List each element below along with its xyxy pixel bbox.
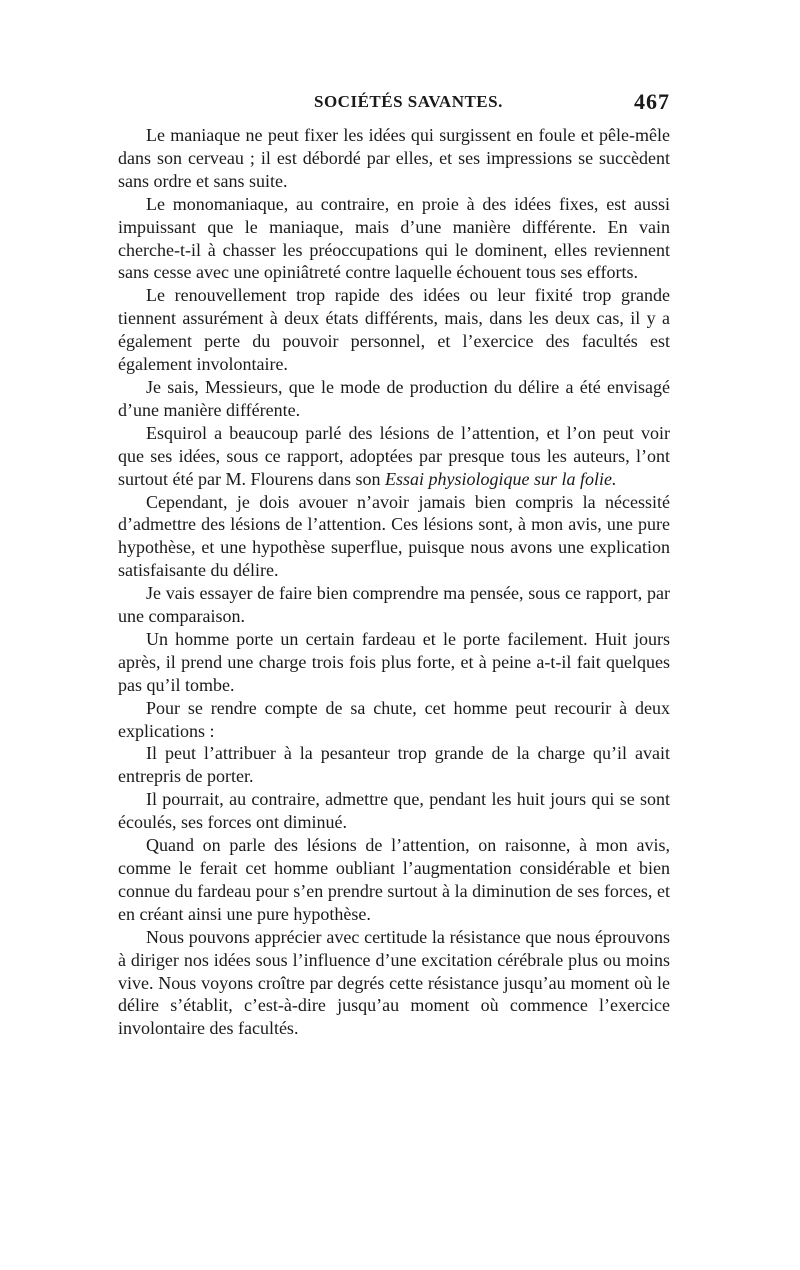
paragraph: Le maniaque ne peut fixer les idées qui surgissent en foule et pêle-mêle dans son cerveau ; il est débordé par elles, et ses impressions se succèdent sans ordre et sans suite. (118, 125, 670, 191)
book-title-italic: Essai physiologique sur la folie. (384, 468, 617, 489)
running-title: SOCIÉTÉS SAVANTES. (314, 92, 503, 111)
paragraph: Nous pouvons apprécier avec certitude la résistance que nous éprouvons à diriger nos idées sous l’influence d’une excitation cérébrale plus ou moins vive. Nous voyons croître par degrés cette résistance jusqu’au moment où le délire s’établit, c’est-à-dire jusqu’au moment où commence l’exercice involontaire des facultés. (118, 926, 670, 1039)
paragraph: Je vais essayer de faire bien comprendre ma pensée, sous ce rapport, par une comparaison. (118, 583, 670, 627)
body-text (118, 124, 670, 1040)
paragraph: Quand on parle des lésions de l’attention, on raisonne, à mon avis, comme le ferait cet homme oubliant l’augmentation considérable et bien connue du fardeau pour s’en prendre surtout à la diminution de ses forces, et en créant ainsi une pure hypothèse. (118, 835, 670, 924)
paragraph (118, 422, 670, 491)
paragraph: Un homme porte un certain fardeau et le porte facilement. Huit jours après, il prend une charge trois fois plus forte, et à peine a-t-il fait quelques pas qu’il tombe. (118, 628, 670, 695)
paragraph: Le renouvellement trop rapide des idées ou leur fixité trop grande tiennent assurément à deux états différents, mais, dans les deux cas, il y a également perte du pouvoir personnel, et l’exercice des facultés est également involontaire. (118, 285, 670, 375)
paragraph: Il peut l’attribuer à la pesanteur trop grande de la charge qu’il avait entrepris de porter. (118, 743, 670, 787)
paragraph-text: Esquirol a beaucoup parlé des lésions de l’attention, et l’on peut voir que ses idées, sous ce rapport, adoptées par presque tous les auteurs, l’ont surtout été par M. Flourens dans son (118, 422, 670, 489)
running-head (118, 89, 670, 124)
book-page (118, 89, 670, 1040)
paragraph: Je sais, Messieurs, que le mode de production du délire a été envisagé d’une manière différente. (118, 376, 670, 420)
page-number: 467 (634, 89, 670, 114)
paragraph: Il pourrait, au contraire, admettre que, pendant les huit jours qui se sont écoulés, ses forces ont diminué. (118, 789, 670, 833)
paragraph: Cependant, je dois avouer n’avoir jamais bien compris la nécessité d’admettre des lésions de l’attention. Ces lésions sont, à mon avis, une pure hypothèse, et une hypothèse superflue, puisque nous avons une explication satisfaisante du délire. (118, 491, 670, 581)
paragraph: Pour se rendre compte de sa chute, cet homme peut recourir à deux explications : (118, 697, 670, 741)
paragraph: Le monomaniaque, au contraire, en proie à des idées fixes, est aussi impuissant que le maniaque, mais d’une manière différente. En vain cherche-t-il à chasser les préoccupations qui le dominent, elles reviennent sans cesse avec une opiniâtreté contre laquelle échouent tous ses efforts. (118, 193, 670, 283)
